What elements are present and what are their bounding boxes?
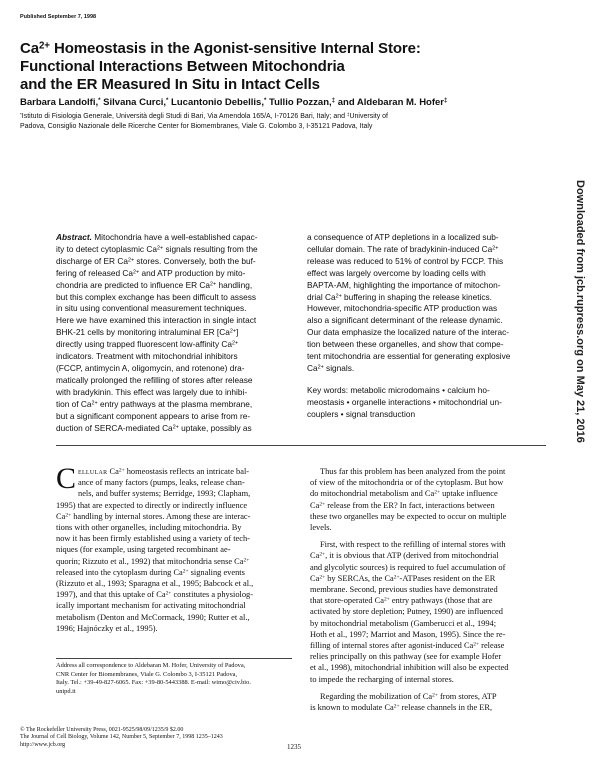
body-line: activated by store depletion; Putney, 1990) are influenced <box>310 607 503 617</box>
body-line: 1997), and that this uptake of $Ca^{2+}$ constitutes a physiolog- <box>56 590 254 600</box>
abstract-line: effect was largely overcome by loading cells with <box>307 267 486 278</box>
abstract-line: but this complex exchange has been difficult to assess <box>56 291 257 302</box>
body-line: nels, and buffer systems; Berridge, 1993; Clapham, <box>78 489 251 499</box>
abstract-line: (FCCP, antimycin A, oligomycin, and rotenone) dra- <box>56 362 245 373</box>
body-line: these two organelles may be expected to occur on multiple <box>310 511 507 521</box>
body-line: of view of the mitochondria or of the cytoplasm. But how <box>310 478 504 488</box>
abstract-line: chondria are predicted to influence ER $Ca^{2+}$ handling, <box>56 279 253 290</box>
footnote-line: unipd.it <box>56 687 76 695</box>
title-line: Functional Interactions Between Mitochondria <box>20 58 345 75</box>
abstract-line: tent mitochondria are essential for generating explosive <box>307 351 511 362</box>
body-line: that store-operated $Ca^{2+}$ entry pathways (those that are <box>310 596 493 606</box>
body-text: $Ca^{2+}$ homeostasis reflects an intricate bal- <box>107 467 250 476</box>
abstract-line: tion of $Ca^{2+}$ entry pathways at the plasma membrane, <box>56 398 253 409</box>
footer-line: The Journal of Cell Biology, Volume 142, Number 5, September 7, 1998 1235–1243 <box>20 734 223 741</box>
abstract-text: Mitochondria have a well-established capac- <box>91 232 258 242</box>
body-line: do mitochondrial metabolism and $Ca^{2+}$ uptake influence <box>310 489 498 499</box>
body-line: relies principally on this pathway (see for example Hofer <box>310 652 502 662</box>
section-divider <box>56 445 546 446</box>
body-line: ically important mechanism for activating mitochondrial <box>56 601 246 611</box>
body-line: metabolism (Denton and McCormack, 1990; Rutter et al., <box>56 612 250 622</box>
abstract-line: $Ca^{2+}$ signals. <box>307 362 355 373</box>
footer-line: http://www.jcb.org <box>20 741 66 748</box>
abstract-line: release was reduced to 51% of control by FCCP. This <box>307 255 504 266</box>
abstract-line: tion between these organelles, and show that compe- <box>307 339 504 350</box>
body-line: by mitochondrial metabolism (Gamberucci et al., 1994; <box>310 618 497 628</box>
small-caps-opening: ellular <box>78 467 108 476</box>
footnote-line: CNR Center for Biomembranes, Viale G. Colombo 3, I-35121 Padova, <box>56 670 238 678</box>
keywords-line: meostasis • organelle interactions • mitochondrial un- <box>307 396 502 407</box>
body-line: and glycolytic sources) is required to fuel accumulation of <box>310 562 506 572</box>
body-line: $Ca^{2+}$ by SERCAs, the $Ca^{2+}$-ATPases resident on the ER <box>310 573 496 583</box>
body-line: ance of many factors (pumps, leaks, release chan- <box>78 478 245 488</box>
abstract-line: fering of released $Ca^{2+}$ and ATP production by mito- <box>56 267 246 278</box>
abstract-right-column <box>307 232 545 421</box>
abstract-line: indicators. Treatment with mitochondrial inhibitors <box>56 351 238 362</box>
body-line: levels. <box>310 523 332 533</box>
body-line: tions with other organelles, including mitochondria. By <box>56 523 242 533</box>
body-line: released into the cytoplasm during $Ca^{2+}$ signaling events <box>56 567 245 577</box>
body-right-column <box>310 466 546 713</box>
abstract-line: cellular domain. The rate of bradykinin-induced $Ca^{2+}$ <box>307 243 499 254</box>
body-line: 1996; Hajnóczky et al., 1995). <box>56 623 158 633</box>
abstract-line: duction of SERCA-mediated $Ca^{2+}$ uptake, possibly as <box>56 422 252 433</box>
footnote-divider <box>56 658 292 659</box>
abstract-line: discharge of ER $Ca^{2+}$ stores. Conversely, both the buf- <box>56 255 256 266</box>
body-line: Thus far this problem has been analyzed from the point <box>320 467 506 476</box>
body-line: to impede the recharging of internal stores. <box>310 674 454 684</box>
abstract-line: in situ using conventional measurement techniques. <box>56 303 247 314</box>
correspondence-footnote <box>56 662 292 696</box>
body-line: is known to modulate $Ca^{2+}$ release channels in the ER, <box>310 703 493 713</box>
published-date: Published September 7, 1998 <box>20 14 97 20</box>
title-line: $Ca^{2+}$ Homeostasis in the Agonist-sensitive Internal Store: <box>20 40 421 57</box>
author-list: Barbara Landolfi,* Silvana Curci,* Lucantonio Debellis,* Tullio Pozzan,‡ and Aldebaran M. Hofer‡ <box>20 97 448 108</box>
footnote-line: Italy. Tel.: +39-49-827-6065. Fax: +39-80-5443388. E-mail: wimo@civ.bio. <box>56 679 251 687</box>
abstract-lead: Abstract. <box>56 232 92 242</box>
body-line: First, with respect to the refilling of internal stores with <box>320 540 506 550</box>
abstract-left-column <box>56 232 294 434</box>
page-number: 1235 <box>287 743 301 751</box>
affiliation-line: Padova, Consiglio Nazionale delle Ricerche Center for Biomembranes, Viale G. Colombo 3, I-35121 Padova, Italy <box>20 123 373 130</box>
abstract <box>56 232 546 433</box>
drop-cap: C <box>56 462 77 495</box>
body-line: membrane. Second, previous studies have demonstrated <box>310 585 498 595</box>
abstract-line: with bradykinin. This effect was largely due to inhibi- <box>56 386 248 397</box>
keywords <box>307 385 545 421</box>
body-line: Hoth et al., 1997; Marriot and Mason, 1995). Since the re- <box>310 629 506 639</box>
body-line: 1995) that are expected to directly or indirectly influence <box>56 500 248 510</box>
body-line: $Ca^{2+}$ release from the ER? In fact, interactions between <box>310 500 495 510</box>
body-line: $Ca^{2+}$ handling by internal stores. Among these are interac- <box>56 511 251 521</box>
abstract-line: directly using trapped fluorescent low-affinity $Ca^{2+}$ <box>56 339 239 350</box>
download-watermark: Downloaded from jcb.rupress.org on May 21, 2016 <box>574 180 586 443</box>
title-line: and the ER Measured In Situ in Intact Cells <box>20 76 320 93</box>
abstract-line: also a significant determinant of the release dynamic. <box>307 315 503 326</box>
abstract-line: BAPTA-AM, highlighting the importance of mitochon- <box>307 279 501 290</box>
body-line <box>56 466 292 477</box>
article-title <box>20 40 540 94</box>
body-line: $Ca^{2+}$, it is obvious that ATP (derived from mitochondrial <box>310 551 499 561</box>
body-line: quorin; Rizzuto et al., 1992) that mitochondria sense $Ca^{2+}$ <box>56 556 250 566</box>
journal-footer <box>20 727 320 749</box>
abstract-line: but a significant component appears to arise from re- <box>56 410 251 421</box>
affiliations <box>20 112 560 132</box>
footnote-line: Address all correspondence to Aldebaran M. Hofer, University of Padova, <box>56 662 246 669</box>
abstract-line: However, mitochondria-specific ATP production was <box>307 303 498 314</box>
body-line: niques (for example, using targeted recombinant ae- <box>56 545 231 555</box>
abstract-line: BHK-21 cells by monitoring intraluminal ER $[Ca^{2+}]$ <box>56 327 239 338</box>
body-left-column <box>56 462 292 634</box>
body-line: et al., 1998), mitochondrial inhibition will also be expected <box>310 663 509 673</box>
body-line: Regarding the mobilization of $Ca^{2+}$ from stores, ATP <box>320 691 497 701</box>
affiliation-line: *Istituto di Fisiologia Generale, Università degli Studi di Bari, Via Amendola 165/A, I-70126 Bari, Italy; and ‡University of <box>20 111 388 120</box>
abstract-line: ity to detect cytoplasmic $Ca^{2+}$ signals resulting from the <box>56 243 258 254</box>
abstract-line: matically prolonged the refilling of stores after release <box>56 374 253 385</box>
abstract-line <box>56 232 294 244</box>
abstract-line: drial $Ca^{2+}$ buffering in shaping the release kinetics. <box>307 291 492 302</box>
body-line: (Rizzuto et al., 1993; Sparagna et al., 1995; Babcock et al., <box>56 579 254 589</box>
abstract-line: a consequence of ATP depletions in a localized sub- <box>307 232 499 242</box>
keywords-line: Key words: metabolic microdomains • calcium ho- <box>307 384 490 395</box>
abstract-line: Here we have examined this interaction in single intact <box>56 315 257 326</box>
keywords-line: couplers • signal transduction <box>307 408 416 419</box>
abstract-line: Our data emphasize the localized nature of the interac- <box>307 327 510 338</box>
body-line: filling of internal stores after agonist-induced $Ca^{2+}$ release <box>310 641 505 651</box>
body-line: now it has been firmly established using a variety of tech- <box>56 534 250 544</box>
footer-line: © The Rockefeller University Press, 0021-9525/98/09/1235/9 $2.00 <box>20 727 184 733</box>
